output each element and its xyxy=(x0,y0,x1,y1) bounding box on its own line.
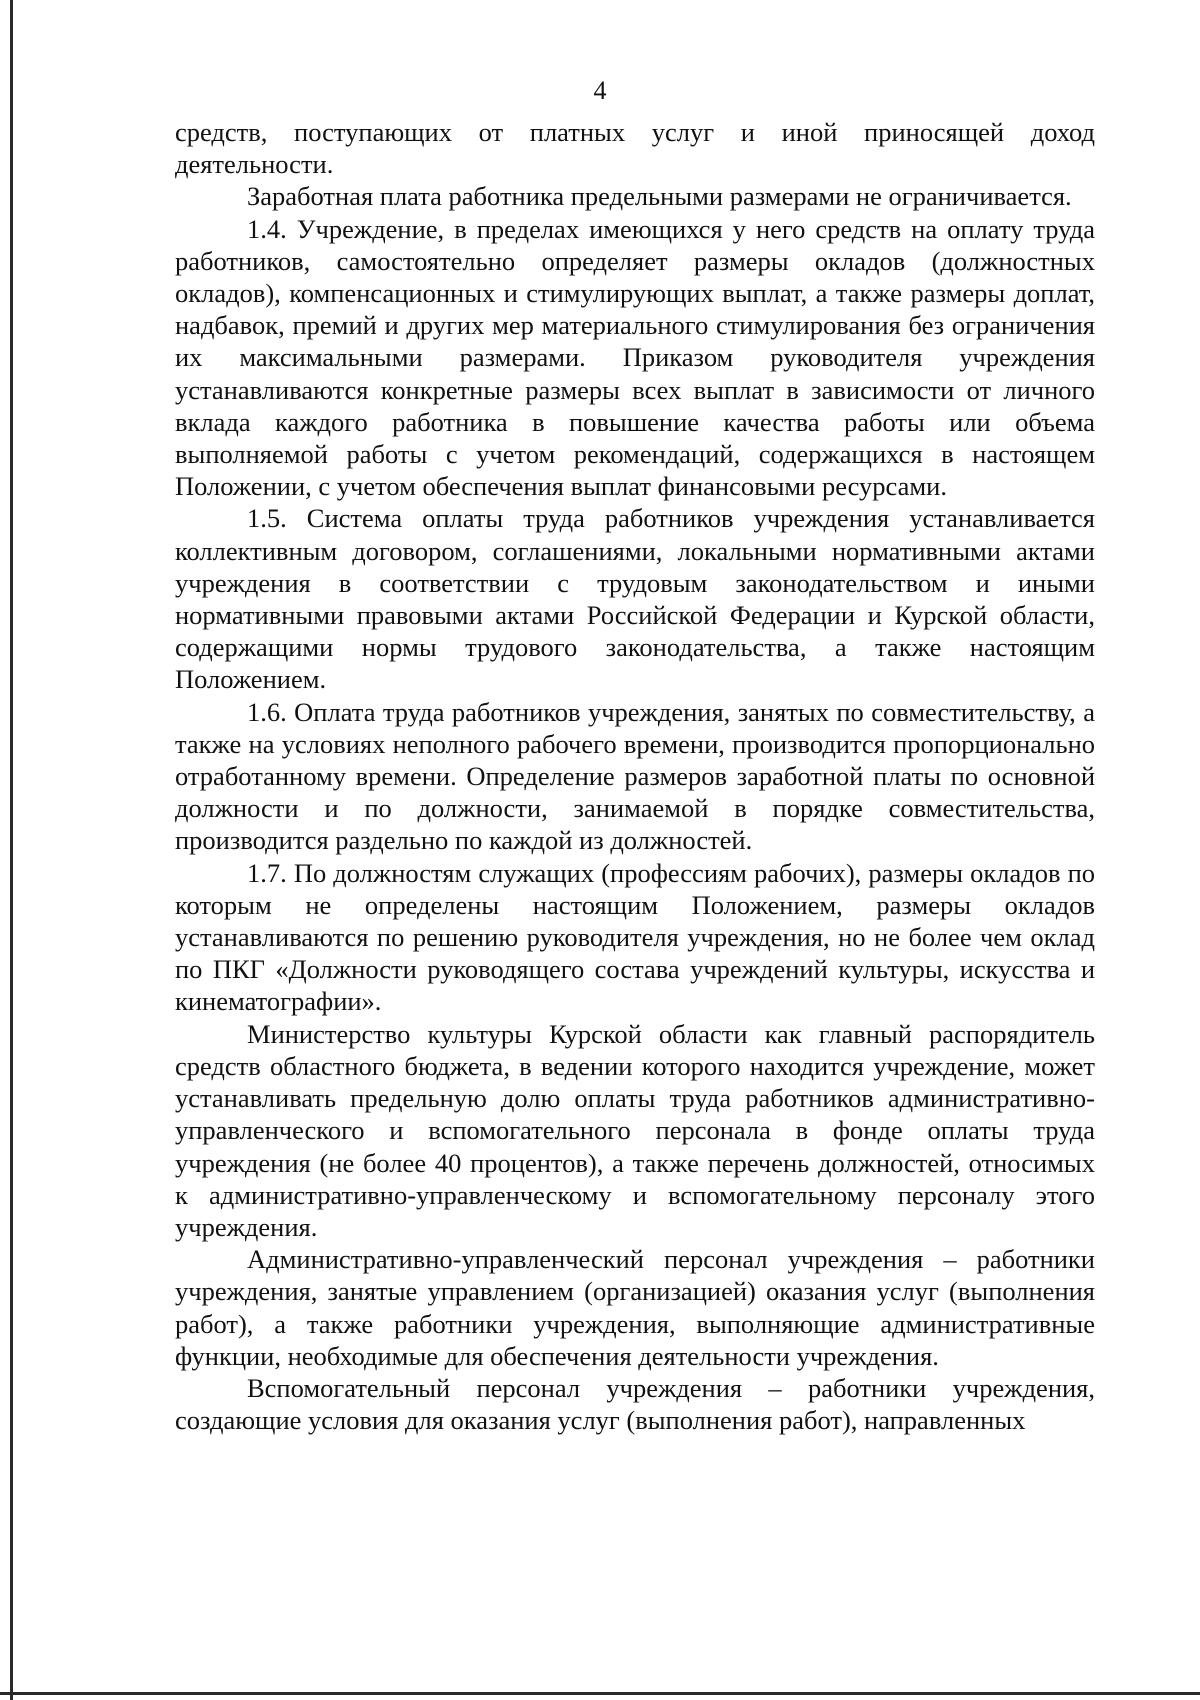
paragraph-support-staff: Вспомогательный персонал учреждения – работники учреждения, создающие условия для оказания услуг (выполнения работ), направленных xyxy=(175,1372,1095,1436)
scan-edge-left xyxy=(10,0,13,1700)
scan-edge-bottom xyxy=(0,1692,1200,1695)
paragraph-1-5: 1.5. Система оплаты труда работников учреждения устанавливается коллективным договором, соглашениями, локальными нормативными актами учреждения в соответствии с трудовым законодательством и иными нормативными правовыми актами Российской Федерации и Курской области, содержащими нормы трудового законодательства, а также настоящим Положением. xyxy=(175,503,1095,695)
paragraph-1-4: 1.4. Учреждение, в пределах имеющихся у него средств на оплату труда работников, самостоятельно определяет размеры окладов (должностных окладов), компенсационных и стимулирующих выплат, а также размеры доплат, надбавок, премий и других мер материального стимулирования без ограничения их максимальными размерами. Приказом руководителя учреждения устанавливаются конкретные размеры всех выплат в зависимости от личного вклада каждого работника в повышение качества работы или объема выполняемой работы с учетом рекомендаций, содержащихся в настоящем Положении, с учетом обеспечения выплат финансовыми ресурсами. xyxy=(175,213,1095,502)
paragraph-ministry: Министерство культуры Курской области как главный распорядитель средств областного бюджета, в ведении которого находится учреждение, может устанавливать предельную долю оплаты труда работников административно-управленческого и вспомогательного персонала в фонде оплаты труда учреждения (не более 40 процентов), а также перечень должностей, относимых к административно-управленческому и вспомогательному персоналу этого учреждения. xyxy=(175,1018,1095,1242)
paragraph-salary-limit: Заработная плата работника предельными размерами не ограничивается. xyxy=(247,181,1072,212)
paragraph-1-6: 1.6. Оплата труда работников учреждения, занятых по совместительству, а также на условиях неполного рабочего времени, производится пропорционально отработанному времени. Определение размеров заработной платы по основной должности и по должности, занимаемой в порядке совместительства, производится раздельно по каждой из должностей. xyxy=(175,696,1095,856)
paragraph-1-7: 1.7. По должностям служащих (профессиям рабочих), размеры окладов по которым не определены настоящим Положением, размеры окладов устанавливаются по решению руководителя учреждения, но не более чем оклад по ПКГ «Должности руководящего состава учреждений культуры, искусства и кинематографии». xyxy=(175,857,1095,1017)
page-number: 4 xyxy=(593,76,607,105)
document-body xyxy=(175,116,1095,1436)
paragraph-admin-staff: Административно-управленческий персонал учреждения – работники учреждения, занятые управлением (организацией) оказания услуг (выполнения работ), а также работники учреждения, выполняющие административные функции, необходимые для обеспечения деятельности учреждения. xyxy=(175,1244,1095,1371)
paragraph-continuation: средств, поступающих от платных услуг и иной приносящей доход деятельности. xyxy=(175,117,1095,180)
